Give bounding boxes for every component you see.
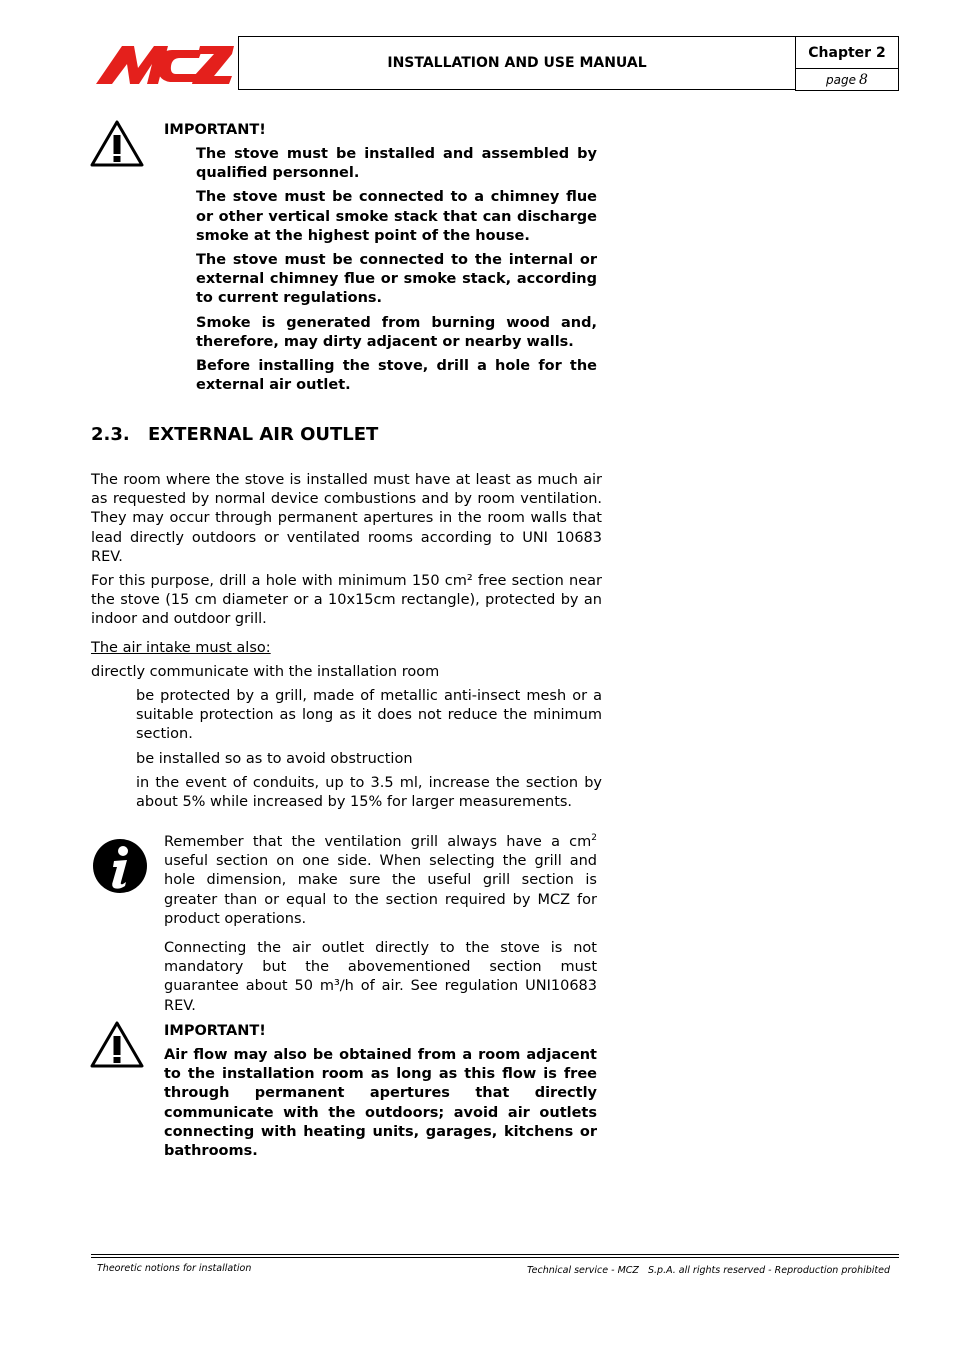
info-p1-sup: 2 [591, 833, 597, 844]
page-label: page [826, 73, 857, 87]
intake-list [136, 687, 602, 817]
important-list-1 [196, 145, 597, 400]
intake-item: in the event of conduits, up to 3.5 ml, increase the section by about 5% while increased by 15% for larger measurements. [136, 774, 602, 811]
intake-first-item: directly communicate with the installation room [91, 664, 440, 680]
footer-rule [91, 1257, 899, 1258]
info-p1-end: useful section on one side. When selecting the grill and hole dimension, make sure the useful grill section is greater than or equal to the section required by MCZ for product operations. [164, 853, 597, 927]
intake-heading-text: The air intake must also: [91, 640, 271, 656]
chapter-box [795, 36, 899, 91]
intake-item: be protected by a grill, made of metallic anti-insect mesh or a suitable protection as long as it does not reduce the minimum section. [136, 688, 602, 743]
warning-icon [90, 120, 144, 168]
manual-title: INSTALLATION AND USE MANUAL [238, 36, 796, 90]
info-paragraph-1 [164, 833, 597, 929]
important-item: Smoke is generated from burning wood and, therefore, may dirty adjacent or nearby walls. [196, 314, 597, 350]
info-icon [92, 838, 148, 894]
important-title-2: IMPORTANT! [164, 1023, 266, 1039]
intake-heading [91, 639, 271, 658]
info-text [164, 833, 597, 1021]
footer-rule [91, 1254, 899, 1255]
intake-item: be installed so as to avoid obstruction [136, 750, 413, 767]
important-item: The stove must be installed and assembled by qualified personnel. [196, 146, 597, 182]
footer-right: Technical service - MCZ S.p.A. all rights reserved - Reproduction prohibited [527, 1265, 890, 1276]
page-indicator [796, 69, 898, 91]
body-paragraph: For this purpose, drill a hole with minimum 150 cm² free section near the stove (15 cm diameter or a 10x15cm rectangle), protected by an indoor and outdoor grill. [91, 573, 602, 628]
important-text-2: Air flow may also be obtained from a room adjacent to the installation room as long as this flow is free through permanent apertures that directly communicate with the outdoors; avoid air outlets connecting with heating units, garages, kitchens or bathrooms. [164, 1047, 597, 1160]
mcz-logo [92, 44, 234, 86]
chapter-label: Chapter 2 [796, 37, 898, 69]
info-p1-start: Remember that the ventilation grill always have a cm [164, 834, 592, 850]
page-number: 8 [859, 72, 868, 88]
section-body [91, 471, 602, 635]
section-title: EXTERNAL AIR OUTLET [148, 424, 379, 445]
important-item: The stove must be connected to a chimney flue or other vertical smoke stack that can discharge smoke at the highest point of the house. [196, 189, 597, 244]
important-item: The stove must be connected to the internal or external chimney flue or smoke stack, according to current regulations. [196, 252, 597, 307]
body-paragraph: The room where the stove is installed must have at least as much air as requested by normal device combustions and by room ventilation. They may occur through permanent apertures in the room walls that lead directly outdoors or ventilated rooms according to UNI 10683 REV. [91, 472, 602, 565]
footer-left: Theoretic notions for installation [97, 1263, 252, 1274]
important-item: Before installing the stove, drill a hole for the external air outlet. [196, 358, 597, 394]
section-number: 2.3. [91, 424, 130, 445]
important-title-1: IMPORTANT! [164, 122, 266, 138]
info-paragraph-2: Connecting the air outlet directly to the stove is not mandatory but the abovementioned section must guarantee about 50 m³/h of air. See regulation UNI10683 REV. [164, 940, 597, 1014]
warning-icon [90, 1021, 144, 1069]
